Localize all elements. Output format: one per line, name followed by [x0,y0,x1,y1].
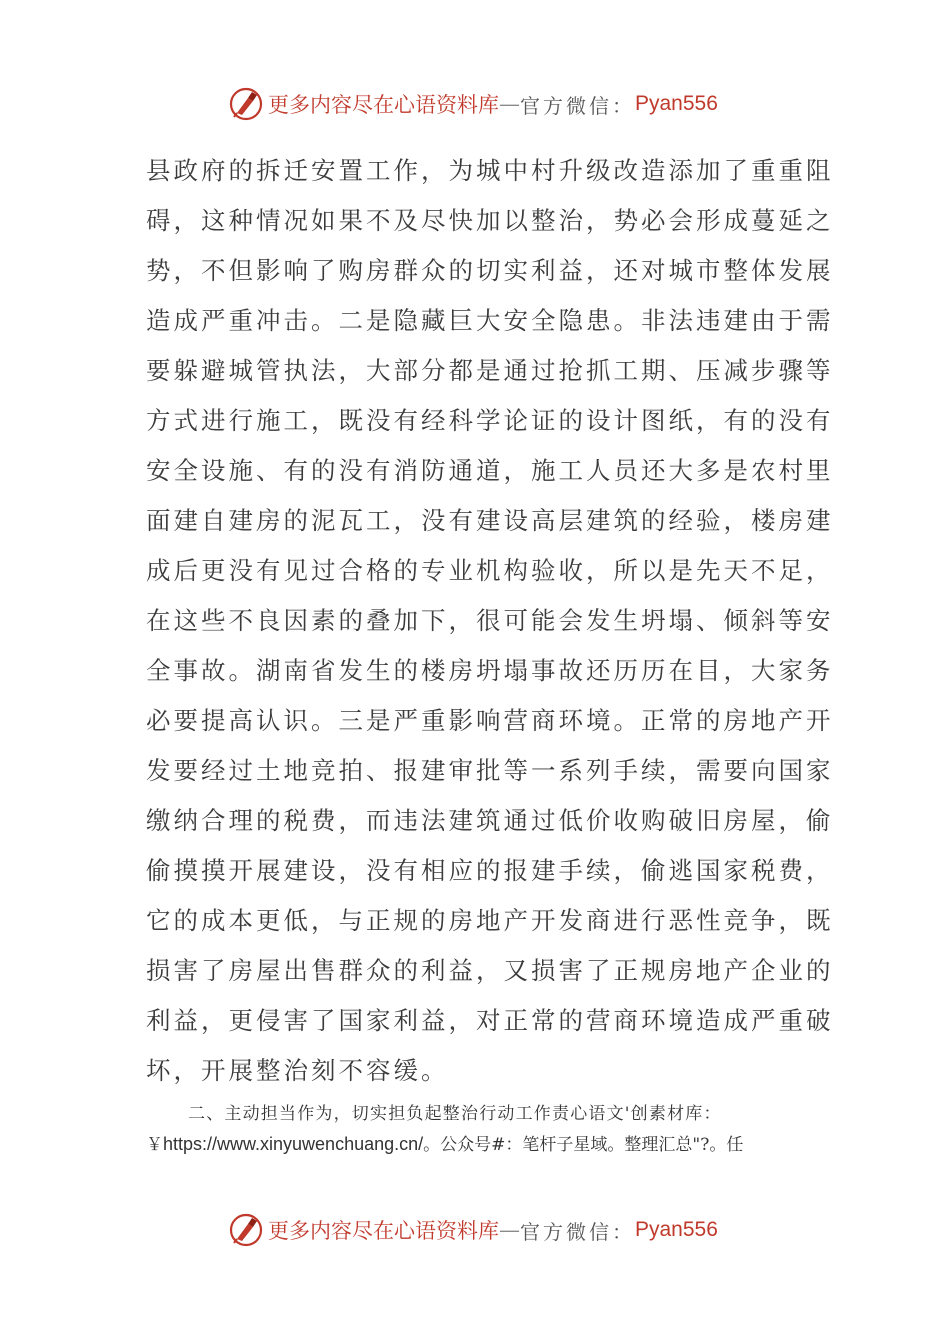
wechat-id: Pyan556 [635,92,718,115]
body-line: 碍，这种情况如果不及尽快加以整治，势必会形成蔓延之 [146,206,834,235]
pen-nib-icon [228,86,264,122]
document-body [146,146,834,1096]
pen-nib-icon [228,1212,264,1248]
body-line: 损害了房屋出售群众的利益，又损害了正规房地产企业的 [146,956,834,985]
footer-banner [228,1210,718,1250]
body-line: 偷摸摸开展建设，没有相应的报建手续，偷逃国家税费， [146,856,834,885]
body-line: 方式进行施工，既没有经科学论证的设计图纸，有的没有 [146,406,834,435]
banner-dash: — [499,1218,520,1242]
source-url-link[interactable]: https://www.xinyuwenchuang.cn/ [163,1134,424,1154]
body-line: 造成严重冲击。二是隐藏巨大安全隐患。非法违建由于需 [146,306,834,335]
body-line: 要躲避城管执法，大部分都是通过抢抓工期、压减步骤等 [146,356,834,385]
section-heading-line: 二、主动担当作为，切实担负起整治行动工作责心语文'创素材库： [188,1104,722,1124]
body-line: 成后更没有见过合格的专业机构验收，所以是先天不足， [146,556,834,585]
body-line: 缴纳合理的税费，而违法建筑通过低价收购破旧房屋，偷 [146,806,834,835]
section-note [146,1099,806,1159]
body-line: 势，不但影响了购房群众的切实利益，还对城市整体发展 [146,256,834,285]
body-line: 必要提高认识。三是严重影响营商环境。正常的房地产开 [146,706,834,735]
wechat-label: 官方微信： [520,1219,635,1244]
body-line: 坏，开展整治刻不容缓。 [146,1056,449,1085]
banner-dash: — [499,92,520,116]
source-line [146,1129,806,1159]
body-line: 面建自建房的泥瓦工，没有建设高层建筑的经验，楼房建 [146,506,834,535]
brand-text: 更多内容尽在心语资料库 [268,93,499,117]
body-line: 县政府的拆迁安置工作，为城中村升级改造添加了重重阻 [146,156,834,185]
body-line: 它的成本更低，与正规的房地产开发商进行恶性竞争，既 [146,906,834,935]
body-line: 利益，更侵害了国家利益，对正常的营商环境造成严重破 [146,1006,834,1035]
wechat-id: Pyan556 [635,1218,718,1241]
body-line: 安全设施、有的没有消防通道，施工人员还大多是农村里 [146,456,834,485]
header-banner [228,84,718,124]
wechat-label: 官方微信： [520,93,635,118]
source-suffix: 。公众号#：笔杆子星域。整理汇总"?。任 [423,1135,744,1155]
body-line: 在这些不良因素的叠加下，很可能会发生坍塌、倾斜等安 [146,606,834,635]
body-line: 全事故。湖南省发生的楼房坍塌事故还历历在目，大家务 [146,656,834,685]
body-line: 发要经过土地竞拍、报建审批等一系列手续，需要向国家 [146,756,834,785]
currency-sign: ￥ [146,1135,163,1155]
brand-text: 更多内容尽在心语资料库 [268,1219,499,1243]
